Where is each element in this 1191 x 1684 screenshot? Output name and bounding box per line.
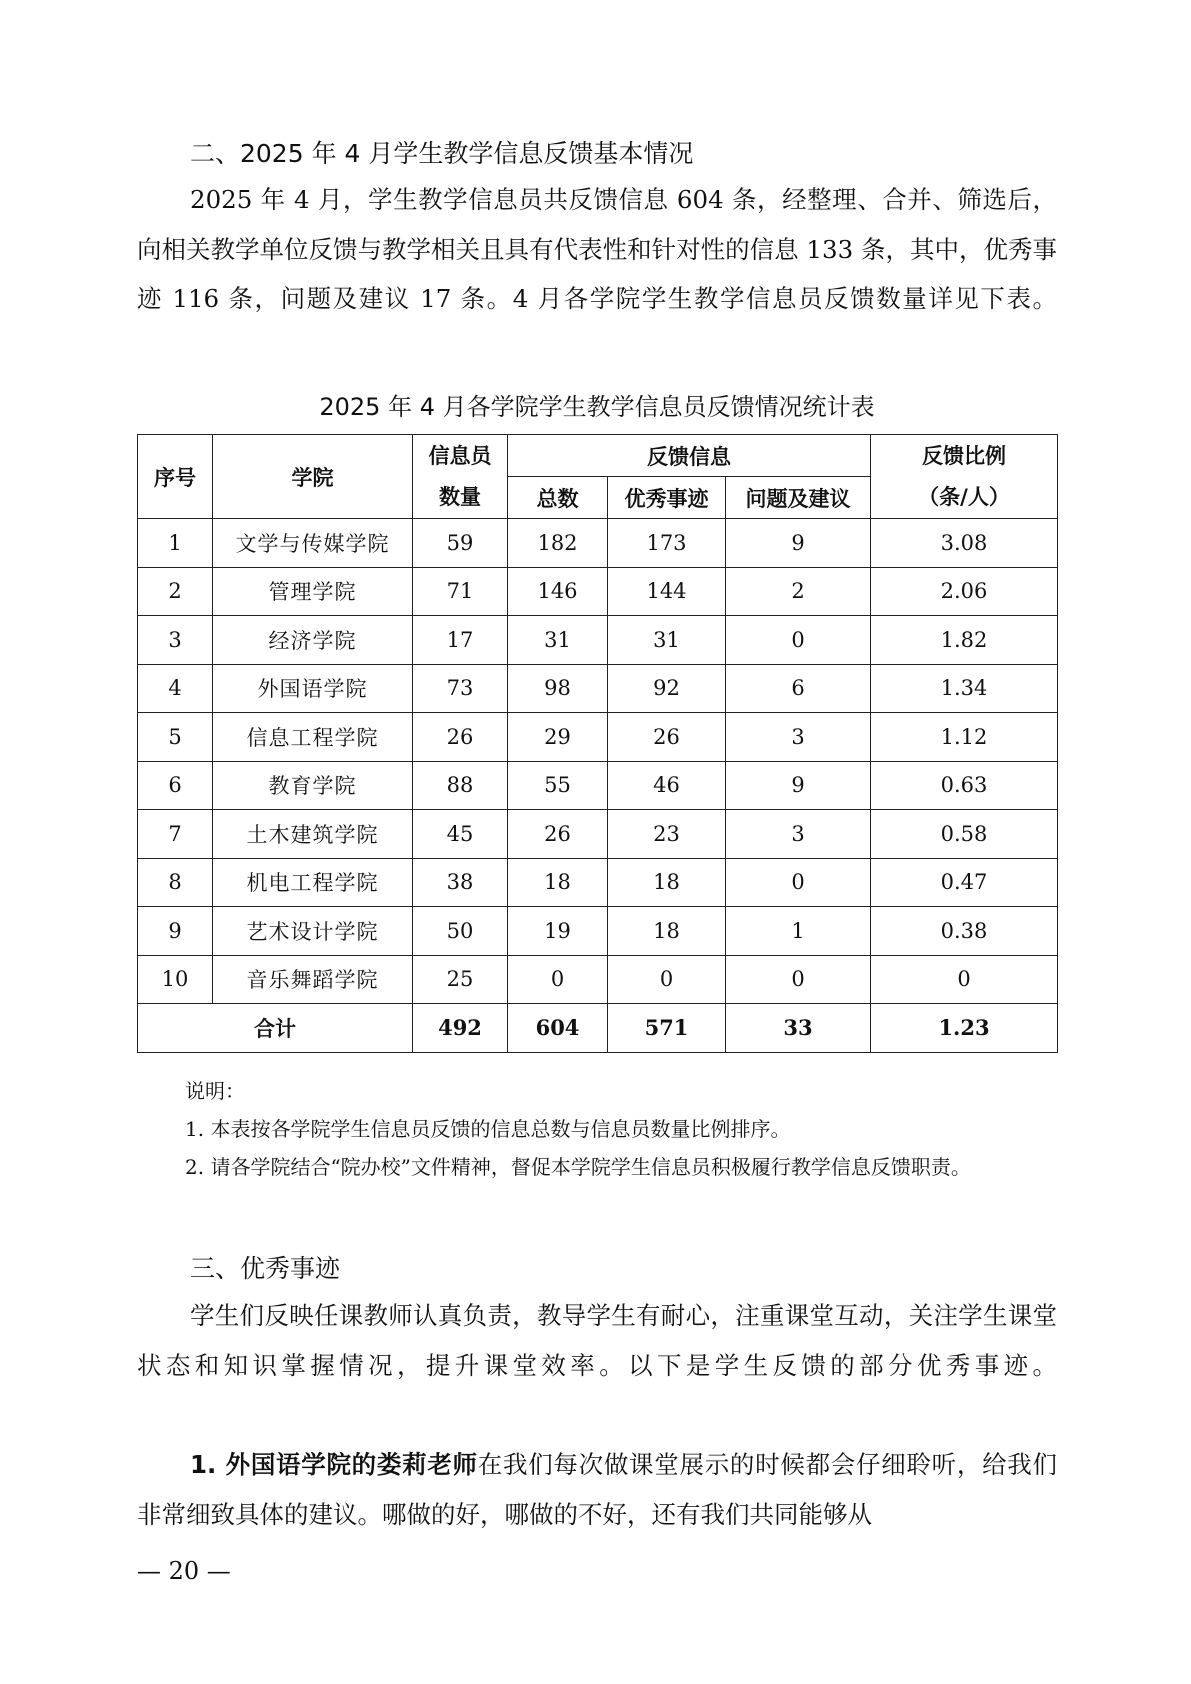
header-issues: 问题及建议 [726,477,871,519]
cell-index: 1 [138,519,213,568]
cell-informants: 73 [413,664,508,713]
section3-item1 [137,1440,1057,1539]
header-college: 学院 [213,435,413,519]
cell-issues: 2 [726,567,871,616]
cell-college: 土木建筑学院 [213,810,413,859]
cell-total: 18 [508,858,608,907]
cell-total: 182 [508,519,608,568]
cell-index: 5 [138,713,213,762]
total-informants: 492 [413,1004,508,1053]
cell-issues: 9 [726,519,871,568]
table-row [138,858,1058,907]
cell-college: 经济学院 [213,616,413,665]
header-feedback-group: 反馈信息 [508,435,871,477]
cell-total: 29 [508,713,608,762]
cell-ratio: 0.63 [871,761,1058,810]
cell-college: 管理学院 [213,567,413,616]
header-informants [413,435,508,519]
page-number: — 20 — [137,1557,231,1585]
header-excellent: 优秀事迹 [608,477,726,519]
table-row [138,567,1058,616]
cell-informants: 26 [413,713,508,762]
table-row [138,955,1058,1004]
cell-informants: 45 [413,810,508,859]
cell-ratio: 2.06 [871,567,1058,616]
cell-informants: 17 [413,616,508,665]
cell-total: 31 [508,616,608,665]
total-ratio: 1.23 [871,1004,1058,1053]
section2-heading: 二、2025 年 4 月学生教学信息反馈基本情况 [190,139,694,168]
cell-ratio: 1.34 [871,664,1058,713]
cell-college: 外国语学院 [213,664,413,713]
cell-ratio: 1.82 [871,616,1058,665]
cell-college: 机电工程学院 [213,858,413,907]
table-row [138,713,1058,762]
cell-issues: 6 [726,664,871,713]
cell-excellent: 31 [608,616,726,665]
table-row [138,907,1058,956]
cell-issues: 3 [726,713,871,762]
section3-heading: 三、优秀事迹 [190,1254,341,1283]
section2-paragraph: 2025 年 4 月，学生教学信息员共反馈信息 604 条，经整理、合并、筛选后，向相关教学单位反馈与教学相关且具有代表性和针对性的信息 133 条，其中，优秀事迹 116 条，问题及建议 17 条。4 月各学院学生教学信息员反馈数量详见下表。 [137,185,1057,313]
cell-college: 信息工程学院 [213,713,413,762]
table-row [138,616,1058,665]
table-row [138,664,1058,713]
note-item: 2. 请各学院结合“院办校”文件精神，督促本学院学生信息员积极履行教学信息反馈职责。 [185,1155,971,1179]
cell-total: 146 [508,567,608,616]
cell-informants: 59 [413,519,508,568]
cell-informants: 88 [413,761,508,810]
cell-issues: 0 [726,858,871,907]
cell-index: 9 [138,907,213,956]
cell-index: 7 [138,810,213,859]
cell-ratio: 0.38 [871,907,1058,956]
cell-ratio: 0.58 [871,810,1058,859]
cell-total: 19 [508,907,608,956]
cell-excellent: 0 [608,955,726,1004]
header-total: 总数 [508,477,608,519]
header-ratio [871,435,1058,519]
cell-issues: 9 [726,761,871,810]
total-excellent: 571 [608,1004,726,1053]
table-row [138,761,1058,810]
header-informants-line1: 信息员 [428,443,492,468]
cell-issues: 3 [726,810,871,859]
cell-index: 6 [138,761,213,810]
cell-ratio: 0.47 [871,858,1058,907]
cell-total: 98 [508,664,608,713]
header-informants-line2: 数量 [439,484,481,509]
cell-excellent: 92 [608,664,726,713]
total-feedback: 604 [508,1004,608,1053]
table-caption: 2025 年 4 月各学院学生教学信息员反馈情况统计表 [319,393,875,421]
total-label: 合计 [138,1004,413,1053]
total-issues: 33 [726,1004,871,1053]
cell-excellent: 144 [608,567,726,616]
cell-excellent: 23 [608,810,726,859]
feedback-statistics-table [137,434,1058,1053]
table-row [138,519,1058,568]
cell-excellent: 26 [608,713,726,762]
table-notes [137,1072,1057,1186]
cell-index: 4 [138,664,213,713]
header-index: 序号 [138,435,213,519]
table-row [138,810,1058,859]
cell-excellent: 18 [608,907,726,956]
note-item: 1. 本表按各学院学生信息员反馈的信息总数与信息员数量比例排序。 [185,1117,791,1141]
cell-excellent: 46 [608,761,726,810]
cell-issues: 1 [726,907,871,956]
section3-paragraph: 学生们反映任课教师认真负责，教导学生有耐心，注重课堂互动，关注学生课堂状态和知识掌握情况，提升课堂效率。以下是学生反馈的部分优秀事迹。 [137,1301,1057,1380]
cell-index: 8 [138,858,213,907]
cell-total: 55 [508,761,608,810]
cell-ratio: 0 [871,955,1058,1004]
cell-excellent: 18 [608,858,726,907]
cell-informants: 25 [413,955,508,1004]
cell-college: 音乐舞蹈学院 [213,955,413,1004]
cell-total: 26 [508,810,608,859]
cell-issues: 0 [726,616,871,665]
table-total-row [138,1004,1058,1053]
item1-lead: 1. 外国语学院的娄莉老师 [190,1450,478,1479]
cell-ratio: 1.12 [871,713,1058,762]
cell-ratio: 3.08 [871,519,1058,568]
cell-college: 文学与传媒学院 [213,519,413,568]
header-ratio-line2: （条/人） [918,484,1010,509]
cell-index: 10 [138,955,213,1004]
cell-excellent: 173 [608,519,726,568]
notes-title: 说明： [185,1079,245,1103]
item1-text: 在我们每次做课堂展示的时候都会仔细聆听，给我们非常细致具体的建议。哪做的好，哪做的不好，还有我们共同能够从 [137,1450,1058,1529]
cell-issues: 0 [726,955,871,1004]
cell-informants: 50 [413,907,508,956]
cell-total: 0 [508,955,608,1004]
header-ratio-line1: 反馈比例 [922,443,1007,468]
cell-informants: 38 [413,858,508,907]
cell-informants: 71 [413,567,508,616]
cell-college: 教育学院 [213,761,413,810]
cell-index: 3 [138,616,213,665]
cell-college: 艺术设计学院 [213,907,413,956]
cell-index: 2 [138,567,213,616]
